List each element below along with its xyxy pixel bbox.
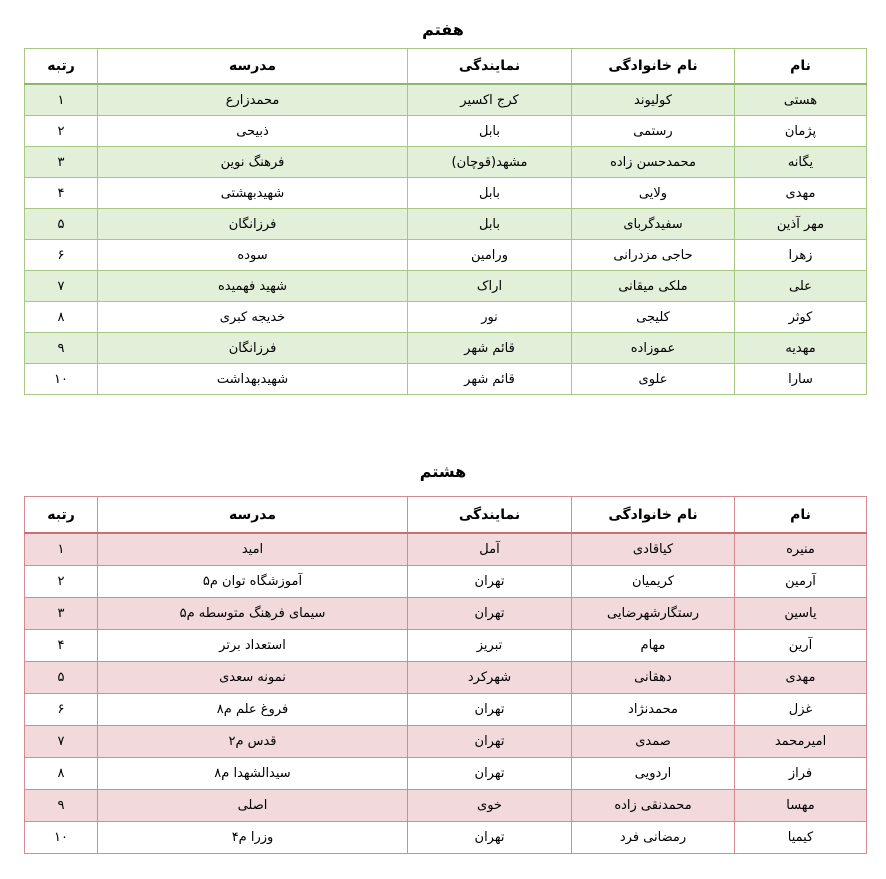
cell-agency: کرج اکسیر xyxy=(408,84,572,116)
cell-family: حاجی مزدرانی xyxy=(572,240,735,271)
cell-agency: قائم شهر xyxy=(408,333,572,364)
table-row xyxy=(25,566,867,598)
cell-school: خدیجه کبری xyxy=(98,302,408,333)
cell-agency: تهران xyxy=(408,598,572,630)
cell-name: امیرمحمد xyxy=(735,726,867,758)
cell-school: فرزانگان xyxy=(98,209,408,240)
table-row xyxy=(25,630,867,662)
cell-name: مهسا xyxy=(735,790,867,822)
cell-name: یاسین xyxy=(735,598,867,630)
cell-agency: ورامین xyxy=(408,240,572,271)
cell-family: عموزاده xyxy=(572,333,735,364)
cell-name: یگانه xyxy=(735,147,867,178)
cell-rank: ۹ xyxy=(25,790,98,822)
cell-agency: آمل xyxy=(408,533,572,566)
cell-school: فرهنگ نوین xyxy=(98,147,408,178)
cell-school: سوده xyxy=(98,240,408,271)
cell-rank: ۶ xyxy=(25,240,98,271)
cell-agency: تهران xyxy=(408,822,572,854)
cell-name: منیره xyxy=(735,533,867,566)
table-row xyxy=(25,178,867,209)
cell-school: سیدالشهدا م۸ xyxy=(98,758,408,790)
cell-name: غزل xyxy=(735,694,867,726)
cell-agency: بابل xyxy=(408,178,572,209)
cell-family: محمدحسن زاده xyxy=(572,147,735,178)
cell-agency: قائم شهر xyxy=(408,364,572,395)
cell-family: ولایی xyxy=(572,178,735,209)
cell-name: مهر آذین xyxy=(735,209,867,240)
cell-rank: ۴ xyxy=(25,178,98,209)
table-row xyxy=(25,84,867,116)
cell-school: امید xyxy=(98,533,408,566)
cell-rank: ۱۰ xyxy=(25,364,98,395)
cell-family: علوی xyxy=(572,364,735,395)
grade7-title: هفتم xyxy=(422,20,464,39)
cell-family: ملکی میقانی xyxy=(572,271,735,302)
header-row xyxy=(25,497,867,534)
cell-school: نمونه سعدی xyxy=(98,662,408,694)
cell-school: شهیدبهداشت xyxy=(98,364,408,395)
cell-agency: اراک xyxy=(408,271,572,302)
cell-agency: تهران xyxy=(408,694,572,726)
table-row xyxy=(25,822,867,854)
table-row xyxy=(25,726,867,758)
cell-school: ذبیحی xyxy=(98,116,408,147)
cell-agency: بابل xyxy=(408,116,572,147)
cell-rank: ۴ xyxy=(25,630,98,662)
grade8-title: هشتم xyxy=(419,462,467,481)
table-row xyxy=(25,116,867,147)
cell-family: صمدی xyxy=(572,726,735,758)
cell-school: اصلی xyxy=(98,790,408,822)
cell-school: وزرا م۴ xyxy=(98,822,408,854)
cell-agency: تهران xyxy=(408,566,572,598)
header-agency: نمایندگی xyxy=(408,49,572,85)
header-name: نام xyxy=(735,497,867,534)
cell-agency: تبریز xyxy=(408,630,572,662)
cell-name: علی xyxy=(735,271,867,302)
cell-school: استعداد برتر xyxy=(98,630,408,662)
grade7-table xyxy=(24,48,867,395)
cell-rank: ۲ xyxy=(25,116,98,147)
cell-name: سارا xyxy=(735,364,867,395)
header-agency: نمایندگی xyxy=(408,497,572,534)
cell-rank: ۷ xyxy=(25,271,98,302)
cell-family: کولیوند xyxy=(572,84,735,116)
cell-agency: تهران xyxy=(408,726,572,758)
table-row xyxy=(25,598,867,630)
cell-name: آرمین xyxy=(735,566,867,598)
table-row xyxy=(25,364,867,395)
table-row xyxy=(25,271,867,302)
table-row xyxy=(25,240,867,271)
cell-rank: ۳ xyxy=(25,147,98,178)
header-rank: رتبه xyxy=(25,49,98,85)
cell-rank: ۷ xyxy=(25,726,98,758)
table-row xyxy=(25,694,867,726)
cell-rank: ۳ xyxy=(25,598,98,630)
cell-name: آرین xyxy=(735,630,867,662)
cell-school: فرزانگان xyxy=(98,333,408,364)
cell-agency: تهران xyxy=(408,758,572,790)
cell-school: محمدزارع xyxy=(98,84,408,116)
cell-school: آموزشگاه توان م۵ xyxy=(98,566,408,598)
cell-rank: ۸ xyxy=(25,302,98,333)
cell-rank: ۱۰ xyxy=(25,822,98,854)
cell-rank: ۱ xyxy=(25,533,98,566)
cell-name: پژمان xyxy=(735,116,867,147)
cell-name: مهدی xyxy=(735,662,867,694)
cell-school: شهیدبهشتی xyxy=(98,178,408,209)
header-name: نام xyxy=(735,49,867,85)
cell-name: هستی xyxy=(735,84,867,116)
table-row xyxy=(25,533,867,566)
table-row xyxy=(25,758,867,790)
cell-family: مهام xyxy=(572,630,735,662)
cell-family: سفیدگربای xyxy=(572,209,735,240)
cell-name: کیمیا xyxy=(735,822,867,854)
cell-school: قدس م۲ xyxy=(98,726,408,758)
cell-school: فروغ علم م۸ xyxy=(98,694,408,726)
cell-rank: ۲ xyxy=(25,566,98,598)
cell-family: رستمی xyxy=(572,116,735,147)
cell-name: مهدیه xyxy=(735,333,867,364)
cell-family: کلیجی xyxy=(572,302,735,333)
cell-rank: ۶ xyxy=(25,694,98,726)
cell-rank: ۱ xyxy=(25,84,98,116)
cell-name: زهرا xyxy=(735,240,867,271)
table-row xyxy=(25,662,867,694)
cell-name: مهدی xyxy=(735,178,867,209)
cell-agency: بابل xyxy=(408,209,572,240)
cell-family: محمدنقی زاده xyxy=(572,790,735,822)
cell-rank: ۸ xyxy=(25,758,98,790)
cell-rank: ۹ xyxy=(25,333,98,364)
cell-name: فراز xyxy=(735,758,867,790)
cell-name: کوثر xyxy=(735,302,867,333)
header-rank: رتبه xyxy=(25,497,98,534)
table-row xyxy=(25,302,867,333)
cell-agency: مشهد(قوچان) xyxy=(408,147,572,178)
cell-rank: ۵ xyxy=(25,209,98,240)
header-family: نام خانوادگی xyxy=(572,49,735,85)
table-row xyxy=(25,147,867,178)
cell-rank: ۵ xyxy=(25,662,98,694)
cell-family: محمدنژاد xyxy=(572,694,735,726)
cell-family: کیاقادی xyxy=(572,533,735,566)
header-row xyxy=(25,49,867,85)
cell-agency: خوی xyxy=(408,790,572,822)
cell-family: کریمیان xyxy=(572,566,735,598)
cell-family: رستگارشهرضایی xyxy=(572,598,735,630)
cell-family: دهقانی xyxy=(572,662,735,694)
cell-family: رمضانی فرد xyxy=(572,822,735,854)
grade8-table xyxy=(24,496,867,854)
cell-agency: شهرکرد xyxy=(408,662,572,694)
table-row xyxy=(25,333,867,364)
table-row xyxy=(25,209,867,240)
header-school: مدرسه xyxy=(98,497,408,534)
cell-agency: نور xyxy=(408,302,572,333)
cell-school: سیمای فرهنگ متوسطه م۵ xyxy=(98,598,408,630)
cell-family: اردویی xyxy=(572,758,735,790)
table-row xyxy=(25,790,867,822)
header-school: مدرسه xyxy=(98,49,408,85)
cell-school: شهید فهمیده xyxy=(98,271,408,302)
header-family: نام خانوادگی xyxy=(572,497,735,534)
